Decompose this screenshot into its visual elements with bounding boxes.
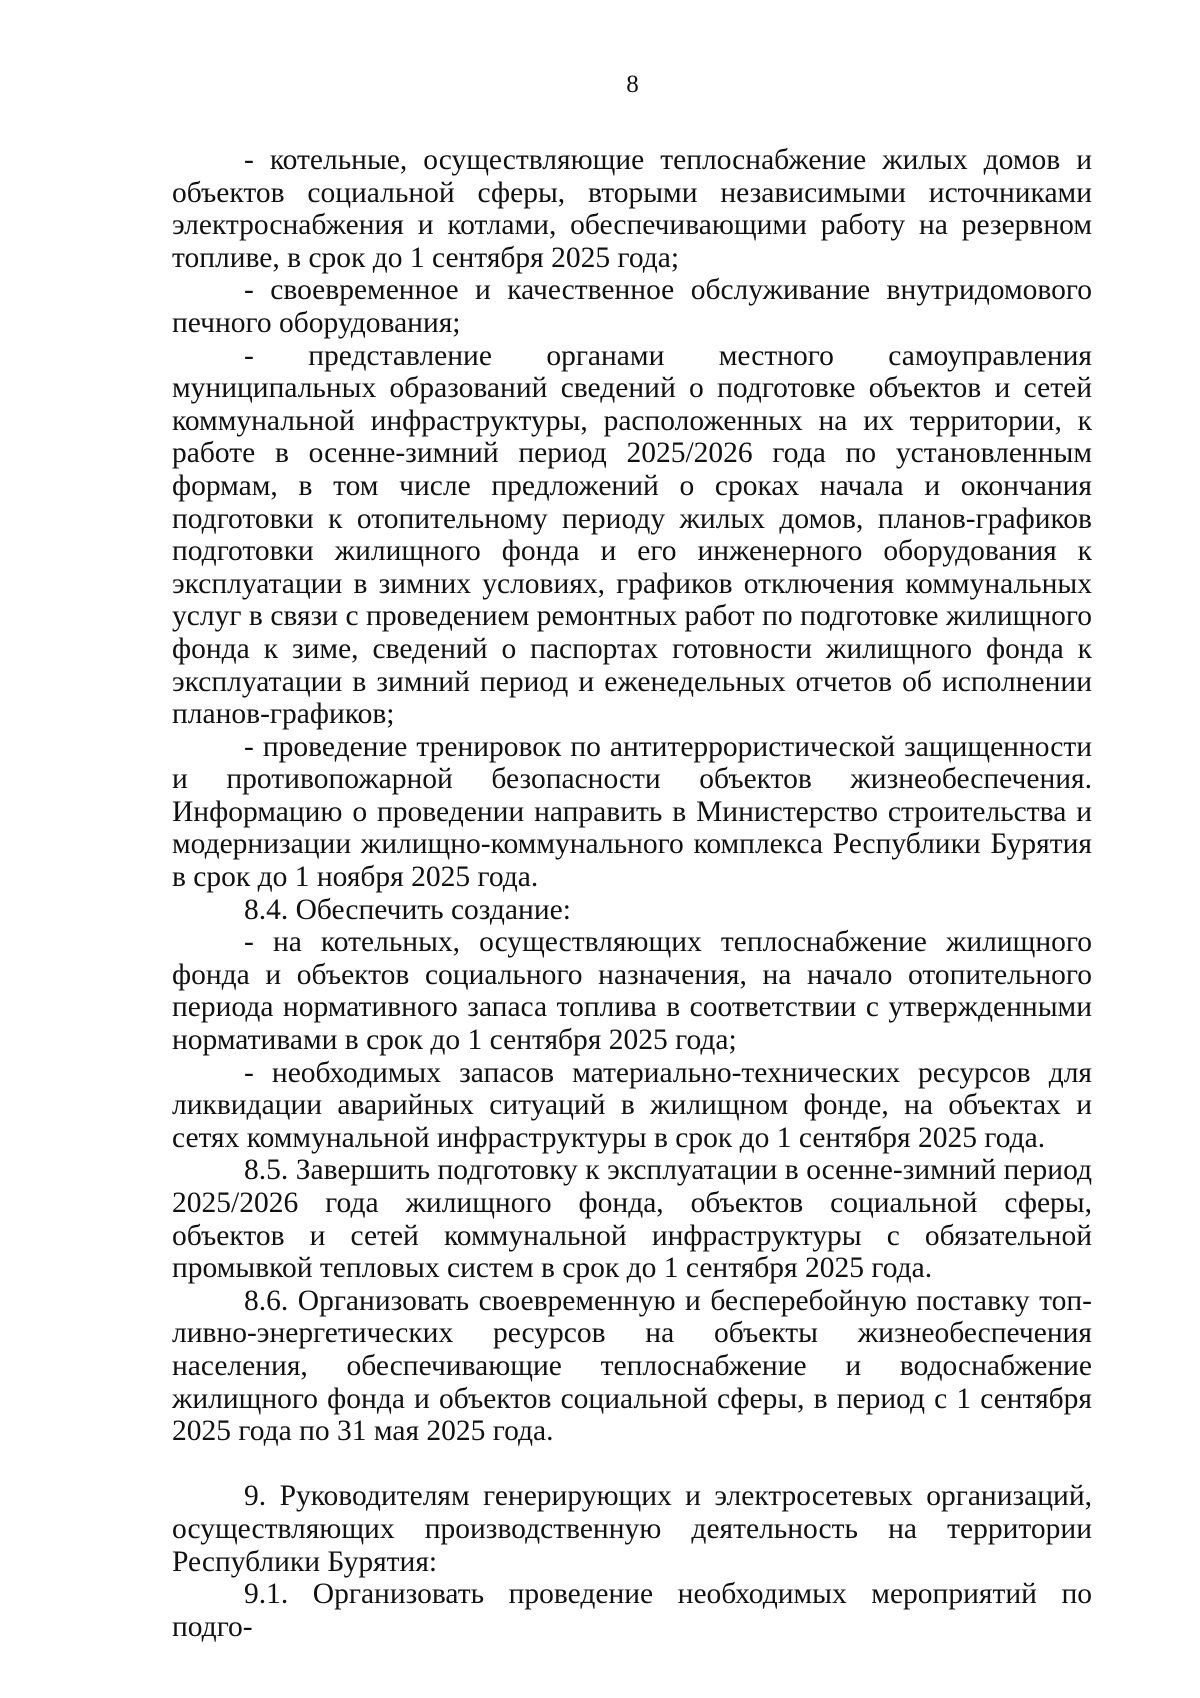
paragraph-emergency-resources: - необходимых запасов материально-технических ресурсов для ликвидации аварийных ситуаций в жилищном фонде, на объектах и сетях коммунальной инфраструктуры в срок до 1 сентября 2025 года. (172, 1056, 1092, 1154)
paragraph-8-5: 8.5. Завершить подготовку к эксплуатации в осенне-зимний период 2025/2026 года жилищного фонда, объектов социальной сферы, объектов и сетей коммунальной инфраструктуры с обязательной промывкой тепловых систем в срок до 1 сентября 2025 года. (172, 1154, 1092, 1285)
paragraph-boiler-houses: - котельные, осуществляющие теплоснабжение жилых домов и объектов социальной сферы, вторыми независимыми источниками электроснабжения и котлами, обеспечивающими работу на резервном топливе, в срок до 1 сентября 2025 года; (172, 144, 1092, 274)
paragraph-9: 9. Руководителям генерирующих и электросетевых организаций, осуществляющих производственную деятельность на территории Республики Бурятия: (172, 1480, 1092, 1578)
paragraph-stove-maintenance: - своевременное и качественное обслуживание внутридомового печного оборудования; (172, 274, 1092, 339)
paragraph-9-1: 9.1. Организовать проведение необходимых мероприятий по подго- (172, 1578, 1092, 1643)
paragraph-8-4-heading: 8.4. Обеспечить создание: (244, 893, 571, 926)
paragraph-fuel-reserve: - на котельных, осуществляющих теплоснабжение жилищного фонда и объектов социального назначения, на начало отопительного периода нормативного запаса топлива в соответствии с утвержденными нормативами в срок до 1 сентября 2025 года; (172, 926, 1092, 1057)
document-body (172, 144, 1092, 1643)
paragraph-anti-terror-drills: - проведение тренировок по антитеррористической защищенности и противопожарной безопасности объектов жизнеобеспечения. Информацию о проведении направить в Министерство строительства и модернизации жилищно-коммунального комплекса Республики Бурятия в срок до 1 ноября 2025 года. (172, 730, 1092, 894)
page-number: 8 (626, 71, 639, 98)
paragraph-local-government-reports: - представление органами местного самоуправления муниципальных образований сведений о подготовке объектов и сетей коммунальной инфраструктуры, расположенных на их территории, к работе в осенне-зимний период 2025/2026 года по установленным формам, в том числе предложений о сроках начала и окончания подготовки к отопительному периоду жилых домов, планов-графиков подготовки жилищного фонда и его инженерного оборудования к эксплуатации в зимних условиях, графиков отключения коммунальных услуг в связи с проведением ремонтных работ по подготовке жилищного фонда к зиме, сведений о паспортах готовности жилищного фонда к эксплуатации в зимний период и еженедельных отчетов об исполнении планов-графиков; (172, 339, 1092, 731)
paragraph-8-6: 8.6. Организовать своевременную и бесперебойную поставку топливно-энергетических ресурсов на объекты жизнеобеспечения населения, обеспечивающие теплоснабжение и водоснабжение жилищного фонда и объектов социальной сферы, в период с 1 сентября 2025 года по 31 мая 2025 года. (172, 1284, 1092, 1448)
